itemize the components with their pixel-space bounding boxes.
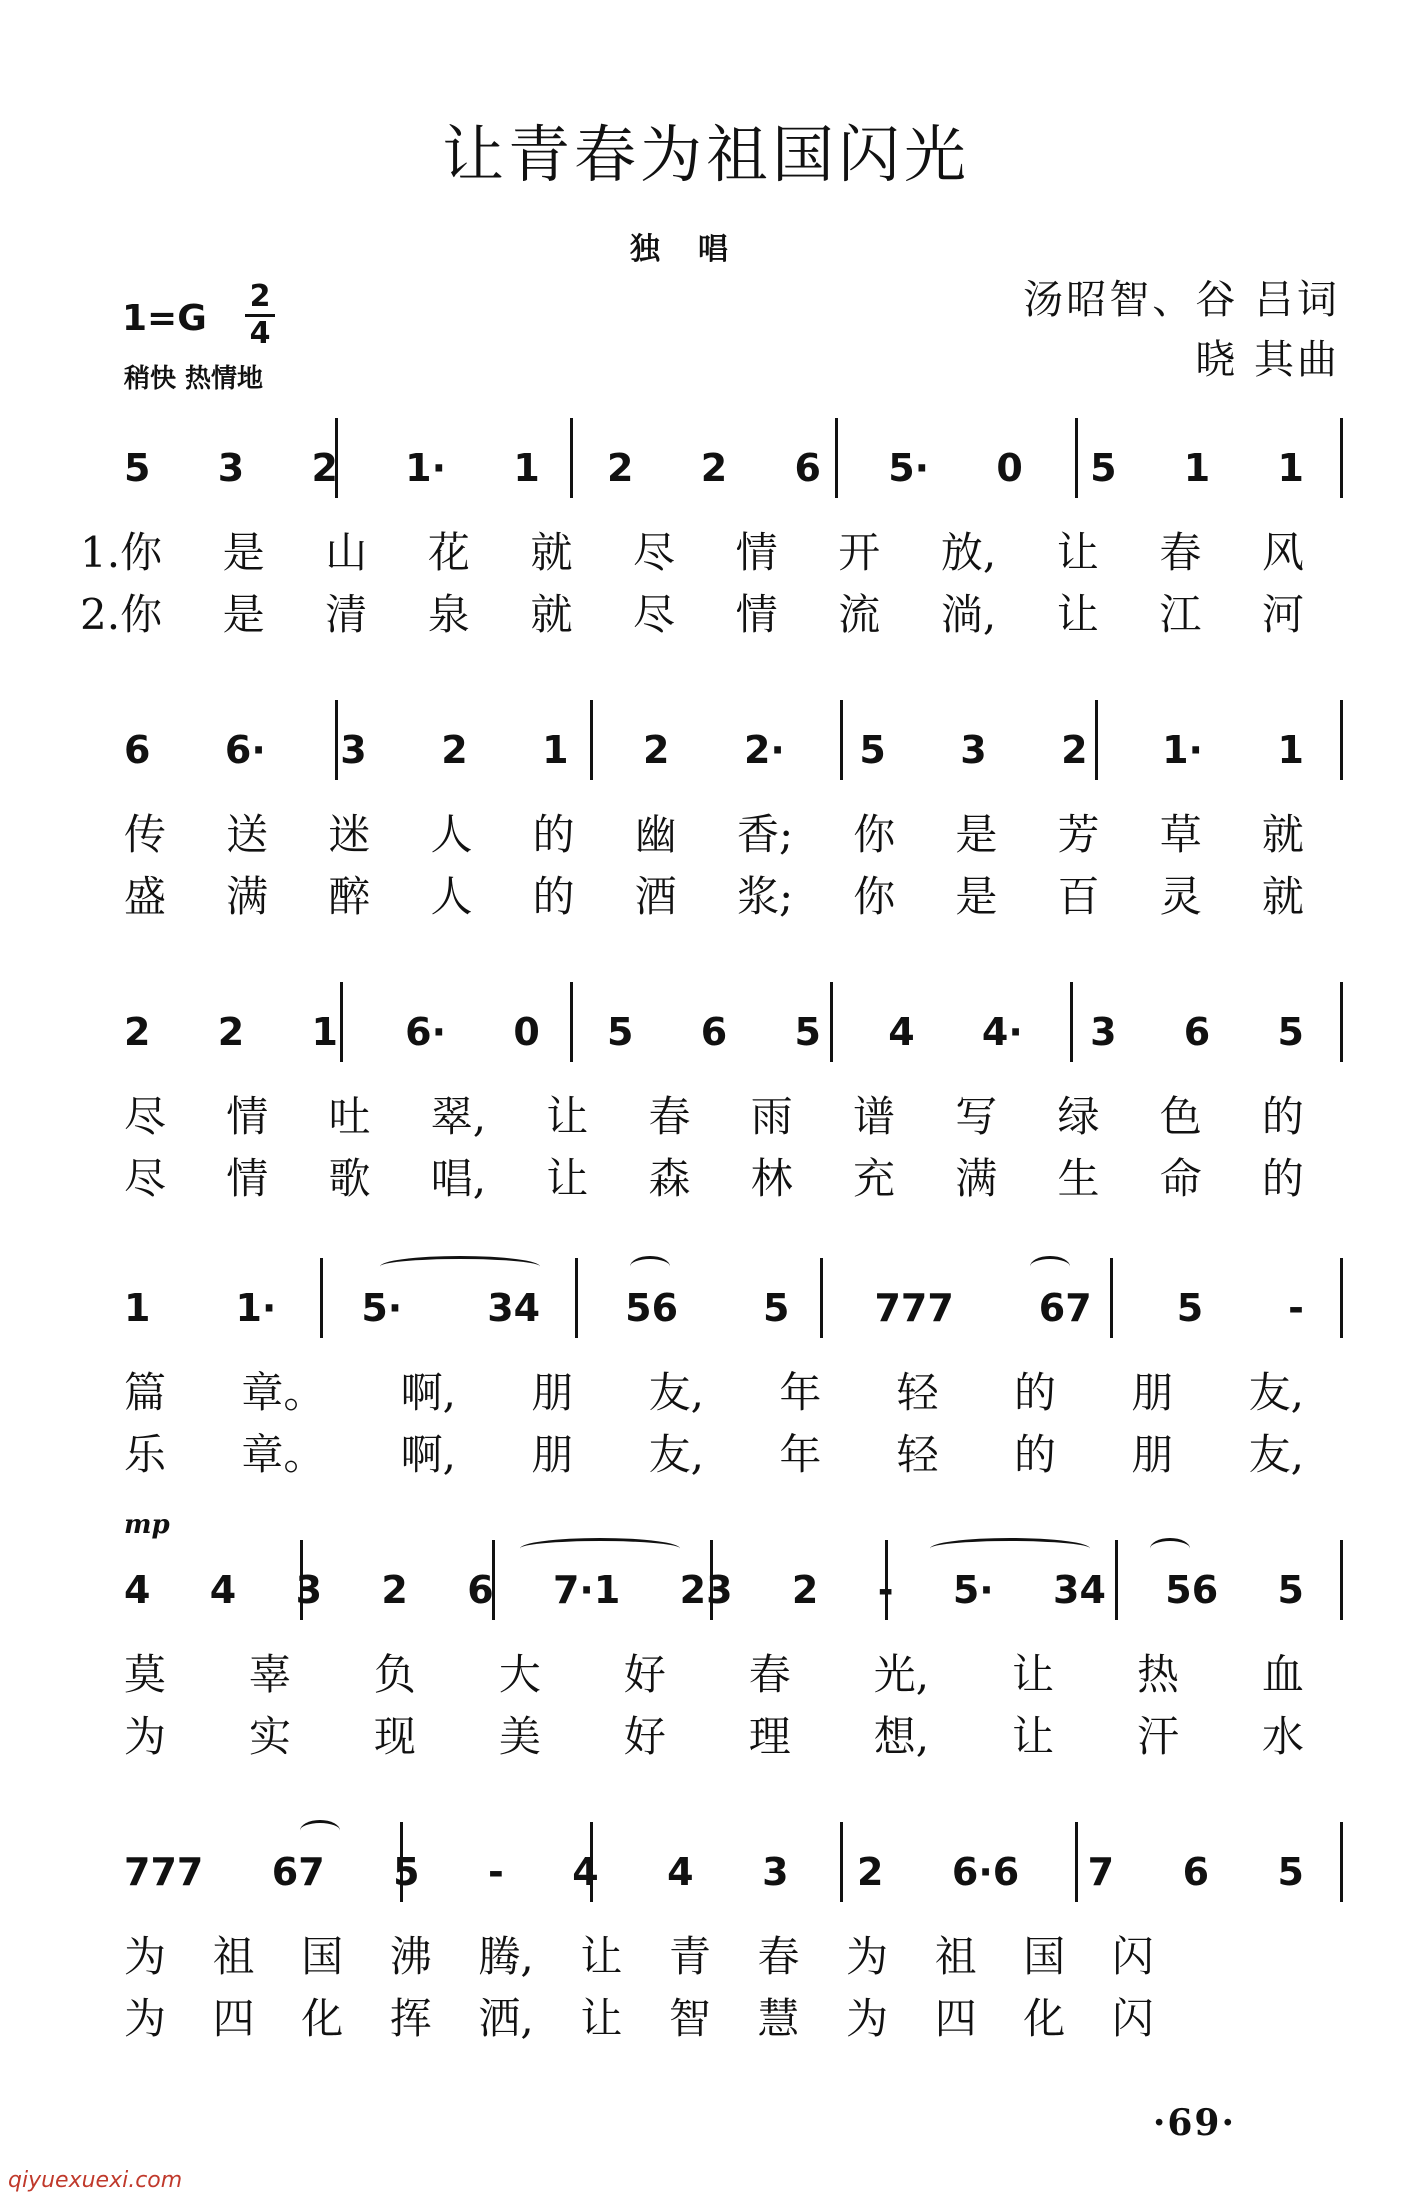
lyrics-verse-2 xyxy=(80,582,1304,642)
note: 5· xyxy=(888,446,930,490)
lyric: 实 xyxy=(248,1712,291,1761)
note: 2· xyxy=(743,728,785,772)
lyric: 醉 xyxy=(328,872,371,921)
note: 7 xyxy=(1087,1850,1115,1894)
barline xyxy=(1340,1540,1343,1620)
note: 4 xyxy=(124,1568,151,1612)
lyric: 让 xyxy=(1056,528,1099,577)
note: 1 xyxy=(124,1286,151,1330)
lyrics-verse-1 xyxy=(124,1642,1304,1702)
note: 4 xyxy=(667,1850,694,1894)
lyric: 清 xyxy=(325,590,368,639)
note: 5 xyxy=(1277,1010,1304,1054)
lyric: 为 xyxy=(846,1932,889,1981)
note: 2 xyxy=(381,1568,408,1612)
lyric: 香; xyxy=(736,810,794,859)
slur-mark xyxy=(380,1256,540,1277)
lyric: 让 xyxy=(580,1932,623,1981)
lyric: 满 xyxy=(226,872,269,921)
lyric: 是 xyxy=(222,528,265,577)
lyric: 吐 xyxy=(328,1092,371,1141)
lyrics-verse-2 xyxy=(124,1146,1304,1206)
lyric: 轻 xyxy=(896,1430,939,1479)
lyrics-verse-1 xyxy=(80,520,1304,580)
note: 4 xyxy=(888,1010,915,1054)
note: 5 xyxy=(393,1850,420,1894)
note: 2 xyxy=(311,446,338,490)
notation-row xyxy=(124,1850,1304,1894)
note: 56 xyxy=(1165,1568,1219,1612)
lyric: 让 xyxy=(546,1154,589,1203)
lyric: 满 xyxy=(955,1154,998,1203)
note: 4 xyxy=(572,1850,599,1894)
note: 3 xyxy=(217,446,245,490)
lyric: 让 xyxy=(1012,1650,1055,1699)
lyric: 唱, xyxy=(430,1154,487,1203)
lyric: 友, xyxy=(1248,1368,1304,1417)
note: 7·1 xyxy=(552,1568,621,1612)
note: 2 xyxy=(856,1850,884,1894)
note: 0 xyxy=(996,446,1023,490)
slur-mark xyxy=(630,1256,670,1277)
lyric: 传 xyxy=(124,810,167,859)
lyric: 章。 xyxy=(241,1430,326,1479)
lyric: 草 xyxy=(1159,810,1202,859)
lyric: 春 xyxy=(757,1932,800,1981)
lyric: 的 xyxy=(1261,1092,1304,1141)
note: 5 xyxy=(1090,446,1117,490)
lyric: 春 xyxy=(1159,528,1202,577)
slur-mark xyxy=(930,1538,1090,1559)
lyricist-credit: 汤昭智、谷 吕词 xyxy=(1023,277,1340,323)
lyric: 是 xyxy=(222,590,265,639)
lyric: 血 xyxy=(1261,1650,1304,1699)
lyric: 让 xyxy=(546,1092,589,1141)
lyrics-verse-2 xyxy=(124,1422,1304,1482)
lyric: 化 xyxy=(1023,1994,1066,2043)
lyric: 的 xyxy=(532,872,575,921)
lyric: 慧 xyxy=(757,1994,800,2043)
notation-row xyxy=(124,1286,1304,1330)
lyric: 尽 xyxy=(633,528,676,577)
lyric: 为 xyxy=(124,1712,167,1761)
note: 1· xyxy=(235,1286,277,1330)
lyric: 林 xyxy=(750,1154,793,1203)
lyric: 朋 xyxy=(1131,1430,1174,1479)
lyrics-verse-1 xyxy=(124,1924,1154,1984)
lyric: 祖 xyxy=(212,1932,255,1981)
lyric: 朋 xyxy=(531,1430,574,1479)
lyric: 为 xyxy=(846,1994,889,2043)
lyric: 浆; xyxy=(736,872,794,921)
lyric: 友, xyxy=(1248,1430,1304,1479)
lyric: 翠, xyxy=(430,1092,487,1141)
notation-row xyxy=(124,1010,1304,1054)
note: 3 xyxy=(960,728,987,772)
lyrics-verse-2 xyxy=(124,1986,1154,2046)
note: 5· xyxy=(361,1286,403,1330)
lyric: 花 xyxy=(427,528,470,577)
notation-row xyxy=(124,728,1304,772)
notation-row xyxy=(124,1568,1304,1612)
lyric: 啊, xyxy=(400,1430,457,1479)
note: 6· xyxy=(224,728,266,772)
site-watermark[interactable]: qiyuexuexi.com xyxy=(8,2168,183,2193)
note: 5 xyxy=(124,446,151,490)
lyric: 友, xyxy=(648,1430,705,1479)
lyric: 芳 xyxy=(1057,810,1100,859)
lyric: 现 xyxy=(373,1712,416,1761)
lyric: 让 xyxy=(1012,1712,1055,1761)
lyric: 谱 xyxy=(852,1092,895,1141)
lyric: 让 xyxy=(580,1994,623,2043)
lyric: 青 xyxy=(668,1932,711,1981)
lyric: 年 xyxy=(779,1430,822,1479)
lyric: 为 xyxy=(124,1932,167,1981)
note: 6 xyxy=(124,728,151,772)
note: 1 xyxy=(513,446,540,490)
note: 4· xyxy=(981,1010,1023,1054)
note: 56 xyxy=(625,1286,679,1330)
tempo-marking: 稍快 热情地 xyxy=(124,364,264,394)
note: 2 xyxy=(607,446,634,490)
barline xyxy=(1340,982,1343,1062)
lyrics-verse-1 xyxy=(124,802,1304,862)
lyric: 百 xyxy=(1057,872,1100,921)
lyric: 好 xyxy=(623,1712,666,1761)
note: 4 xyxy=(209,1568,237,1612)
slur-mark xyxy=(300,1820,340,1841)
note: 3 xyxy=(762,1850,789,1894)
note: 2 xyxy=(217,1010,245,1054)
lyric: 幽 xyxy=(634,810,677,859)
note: 5 xyxy=(859,728,886,772)
lyric: 就 xyxy=(1261,810,1304,859)
lyric: 莫 xyxy=(124,1650,167,1699)
composer-credit: 晓 其曲 xyxy=(1195,337,1340,383)
lyric: 江 xyxy=(1159,590,1202,639)
note: 34 xyxy=(1053,1568,1106,1612)
note: 67 xyxy=(271,1850,325,1894)
lyric: 乐 xyxy=(124,1430,167,1479)
note: 1· xyxy=(405,446,447,490)
lyric: 想, xyxy=(873,1712,930,1761)
lyric: 章。 xyxy=(241,1368,326,1417)
note: 5 xyxy=(1277,1568,1304,1612)
performance-type: 独唱 xyxy=(630,232,766,267)
barline xyxy=(1340,1822,1343,1902)
lyrics-verse-1 xyxy=(124,1360,1304,1420)
lyric: 为 xyxy=(124,1994,167,2043)
note: 2 xyxy=(791,1568,819,1612)
lyric: 尽 xyxy=(124,1092,167,1141)
note: - xyxy=(877,1568,894,1612)
lyric: 你 xyxy=(853,810,896,859)
lyric: 负 xyxy=(373,1650,416,1699)
note: 777 xyxy=(874,1286,954,1330)
lyric: 大 xyxy=(498,1650,541,1699)
lyric: 是 xyxy=(955,810,998,859)
lyric: 迷 xyxy=(328,810,371,859)
note: 34 xyxy=(487,1286,541,1330)
lyric: 酒 xyxy=(634,872,677,921)
lyric: 水 xyxy=(1261,1712,1304,1761)
note: 3 xyxy=(295,1568,323,1612)
lyric: 挥 xyxy=(389,1994,432,2043)
lyric: 人 xyxy=(430,872,473,921)
note: 5 xyxy=(1277,1850,1304,1894)
lyric: 2.你 xyxy=(80,590,163,639)
lyrics-verse-2 xyxy=(124,864,1304,924)
song-title: 让青春为祖国闪光 xyxy=(441,118,970,191)
note: 3 xyxy=(340,728,367,772)
lyric: 轻 xyxy=(896,1368,939,1417)
lyric: 朋 xyxy=(1131,1368,1174,1417)
note: 6 xyxy=(700,1010,728,1054)
lyrics-verse-1 xyxy=(124,1084,1304,1144)
lyric: 淌, xyxy=(940,590,997,639)
lyric: 人 xyxy=(430,810,473,859)
note: 1 xyxy=(311,1010,338,1054)
lyric: 风 xyxy=(1261,528,1304,577)
note: 5· xyxy=(952,1568,994,1612)
lyric: 情 xyxy=(735,528,778,577)
note: 6·6 xyxy=(951,1850,1020,1894)
lyric: 森 xyxy=(648,1154,691,1203)
note: 1 xyxy=(1277,728,1304,772)
lyric: 热 xyxy=(1136,1650,1179,1699)
lyric: 啊, xyxy=(400,1368,457,1417)
lyric: 雨 xyxy=(750,1092,793,1141)
note: 1 xyxy=(542,728,569,772)
note: - xyxy=(1288,1286,1304,1330)
page-number: ·69· xyxy=(1152,2102,1236,2144)
note: 6 xyxy=(467,1568,494,1612)
lyric: 汗 xyxy=(1136,1712,1179,1761)
lyric: 年 xyxy=(779,1368,822,1417)
lyric: 化 xyxy=(301,1994,344,2043)
lyric: 祖 xyxy=(934,1932,977,1981)
lyric: 情 xyxy=(735,590,778,639)
lyric: 友, xyxy=(648,1368,705,1417)
barline xyxy=(1340,700,1343,780)
time-signature-bottom: 4 xyxy=(249,316,271,351)
key-signature: 1=G xyxy=(122,298,207,339)
note: 1 xyxy=(1183,446,1211,490)
lyric: 尽 xyxy=(633,590,676,639)
dynamic-marking: mp xyxy=(124,1510,170,1540)
lyric: 泉 xyxy=(427,590,470,639)
lyric: 国 xyxy=(1023,1932,1066,1981)
note: 2 xyxy=(700,446,728,490)
note: 67 xyxy=(1038,1286,1092,1330)
note: 3 xyxy=(1090,1010,1117,1054)
slur-mark xyxy=(520,1538,680,1559)
lyric: 好 xyxy=(623,1650,666,1699)
lyric: 流 xyxy=(838,590,881,639)
slur-mark xyxy=(1030,1256,1070,1277)
lyric: 盛 xyxy=(124,872,167,921)
lyric: 你 xyxy=(853,872,896,921)
lyric: 四 xyxy=(934,1994,977,2043)
lyric: 绿 xyxy=(1057,1092,1100,1141)
note: 1· xyxy=(1162,728,1203,772)
note: 5 xyxy=(607,1010,634,1054)
lyric: 洒, xyxy=(478,1994,534,2043)
lyric: 让 xyxy=(1056,590,1099,639)
lyric: 是 xyxy=(955,872,998,921)
note: 2 xyxy=(1061,728,1088,772)
lyric: 智 xyxy=(668,1994,711,2043)
note: 777 xyxy=(124,1850,204,1894)
lyric: 朋 xyxy=(531,1368,574,1417)
lyric: 的 xyxy=(532,810,575,859)
lyrics-verse-2 xyxy=(124,1704,1304,1764)
lyric: 送 xyxy=(226,810,269,859)
lyric: 河 xyxy=(1261,590,1304,639)
lyric: 的 xyxy=(1013,1368,1056,1417)
lyric: 就 xyxy=(530,528,573,577)
lyric: 情 xyxy=(226,1154,269,1203)
lyric: 的 xyxy=(1013,1430,1056,1479)
note: 6· xyxy=(405,1010,447,1054)
note: 5 xyxy=(794,1010,821,1054)
lyric: 闪 xyxy=(1111,1932,1154,1981)
note: 0 xyxy=(513,1010,540,1054)
time-signature-top: 2 xyxy=(249,279,271,314)
note: - xyxy=(488,1850,504,1894)
lyric: 辜 xyxy=(248,1650,291,1699)
lyric: 就 xyxy=(1261,872,1304,921)
lyric: 放, xyxy=(940,528,997,577)
lyric: 开 xyxy=(838,528,881,577)
lyric: 闪 xyxy=(1111,1994,1154,2043)
note: 2 xyxy=(124,1010,151,1054)
note: 2 xyxy=(643,728,670,772)
time-signature xyxy=(245,279,275,351)
lyric: 生 xyxy=(1057,1154,1100,1203)
lyric: 命 xyxy=(1159,1154,1202,1203)
lyric: 色 xyxy=(1159,1092,1202,1141)
note: 23 xyxy=(679,1568,733,1612)
note: 6 xyxy=(1183,1010,1211,1054)
lyric: 的 xyxy=(1261,1154,1304,1203)
lyric: 情 xyxy=(226,1092,269,1141)
lyric: 腾, xyxy=(478,1932,534,1981)
lyric: 理 xyxy=(748,1712,791,1761)
lyric: 1.你 xyxy=(80,528,163,577)
lyric: 尽 xyxy=(124,1154,167,1203)
slur-mark xyxy=(1150,1538,1190,1559)
lyric: 国 xyxy=(301,1932,344,1981)
lyric: 篇 xyxy=(124,1368,167,1417)
lyric: 写 xyxy=(955,1092,998,1141)
lyric: 充 xyxy=(852,1154,895,1203)
note: 2 xyxy=(441,728,468,772)
lyric: 山 xyxy=(325,528,368,577)
note: 5 xyxy=(763,1286,790,1330)
note: 6 xyxy=(1182,1850,1210,1894)
lyric: 春 xyxy=(648,1092,691,1141)
lyric: 沸 xyxy=(389,1932,432,1981)
notation-row xyxy=(124,446,1304,490)
lyric: 就 xyxy=(530,590,573,639)
note: 5 xyxy=(1176,1286,1204,1330)
barline xyxy=(1340,1258,1343,1338)
lyric: 灵 xyxy=(1159,872,1202,921)
lyric: 春 xyxy=(748,1650,791,1699)
lyric: 歌 xyxy=(328,1154,371,1203)
note: 6 xyxy=(794,446,821,490)
lyric: 美 xyxy=(498,1712,541,1761)
note: 1 xyxy=(1277,446,1304,490)
lyric: 光, xyxy=(873,1650,930,1699)
lyric: 四 xyxy=(212,1994,255,2043)
barline xyxy=(1340,418,1343,498)
